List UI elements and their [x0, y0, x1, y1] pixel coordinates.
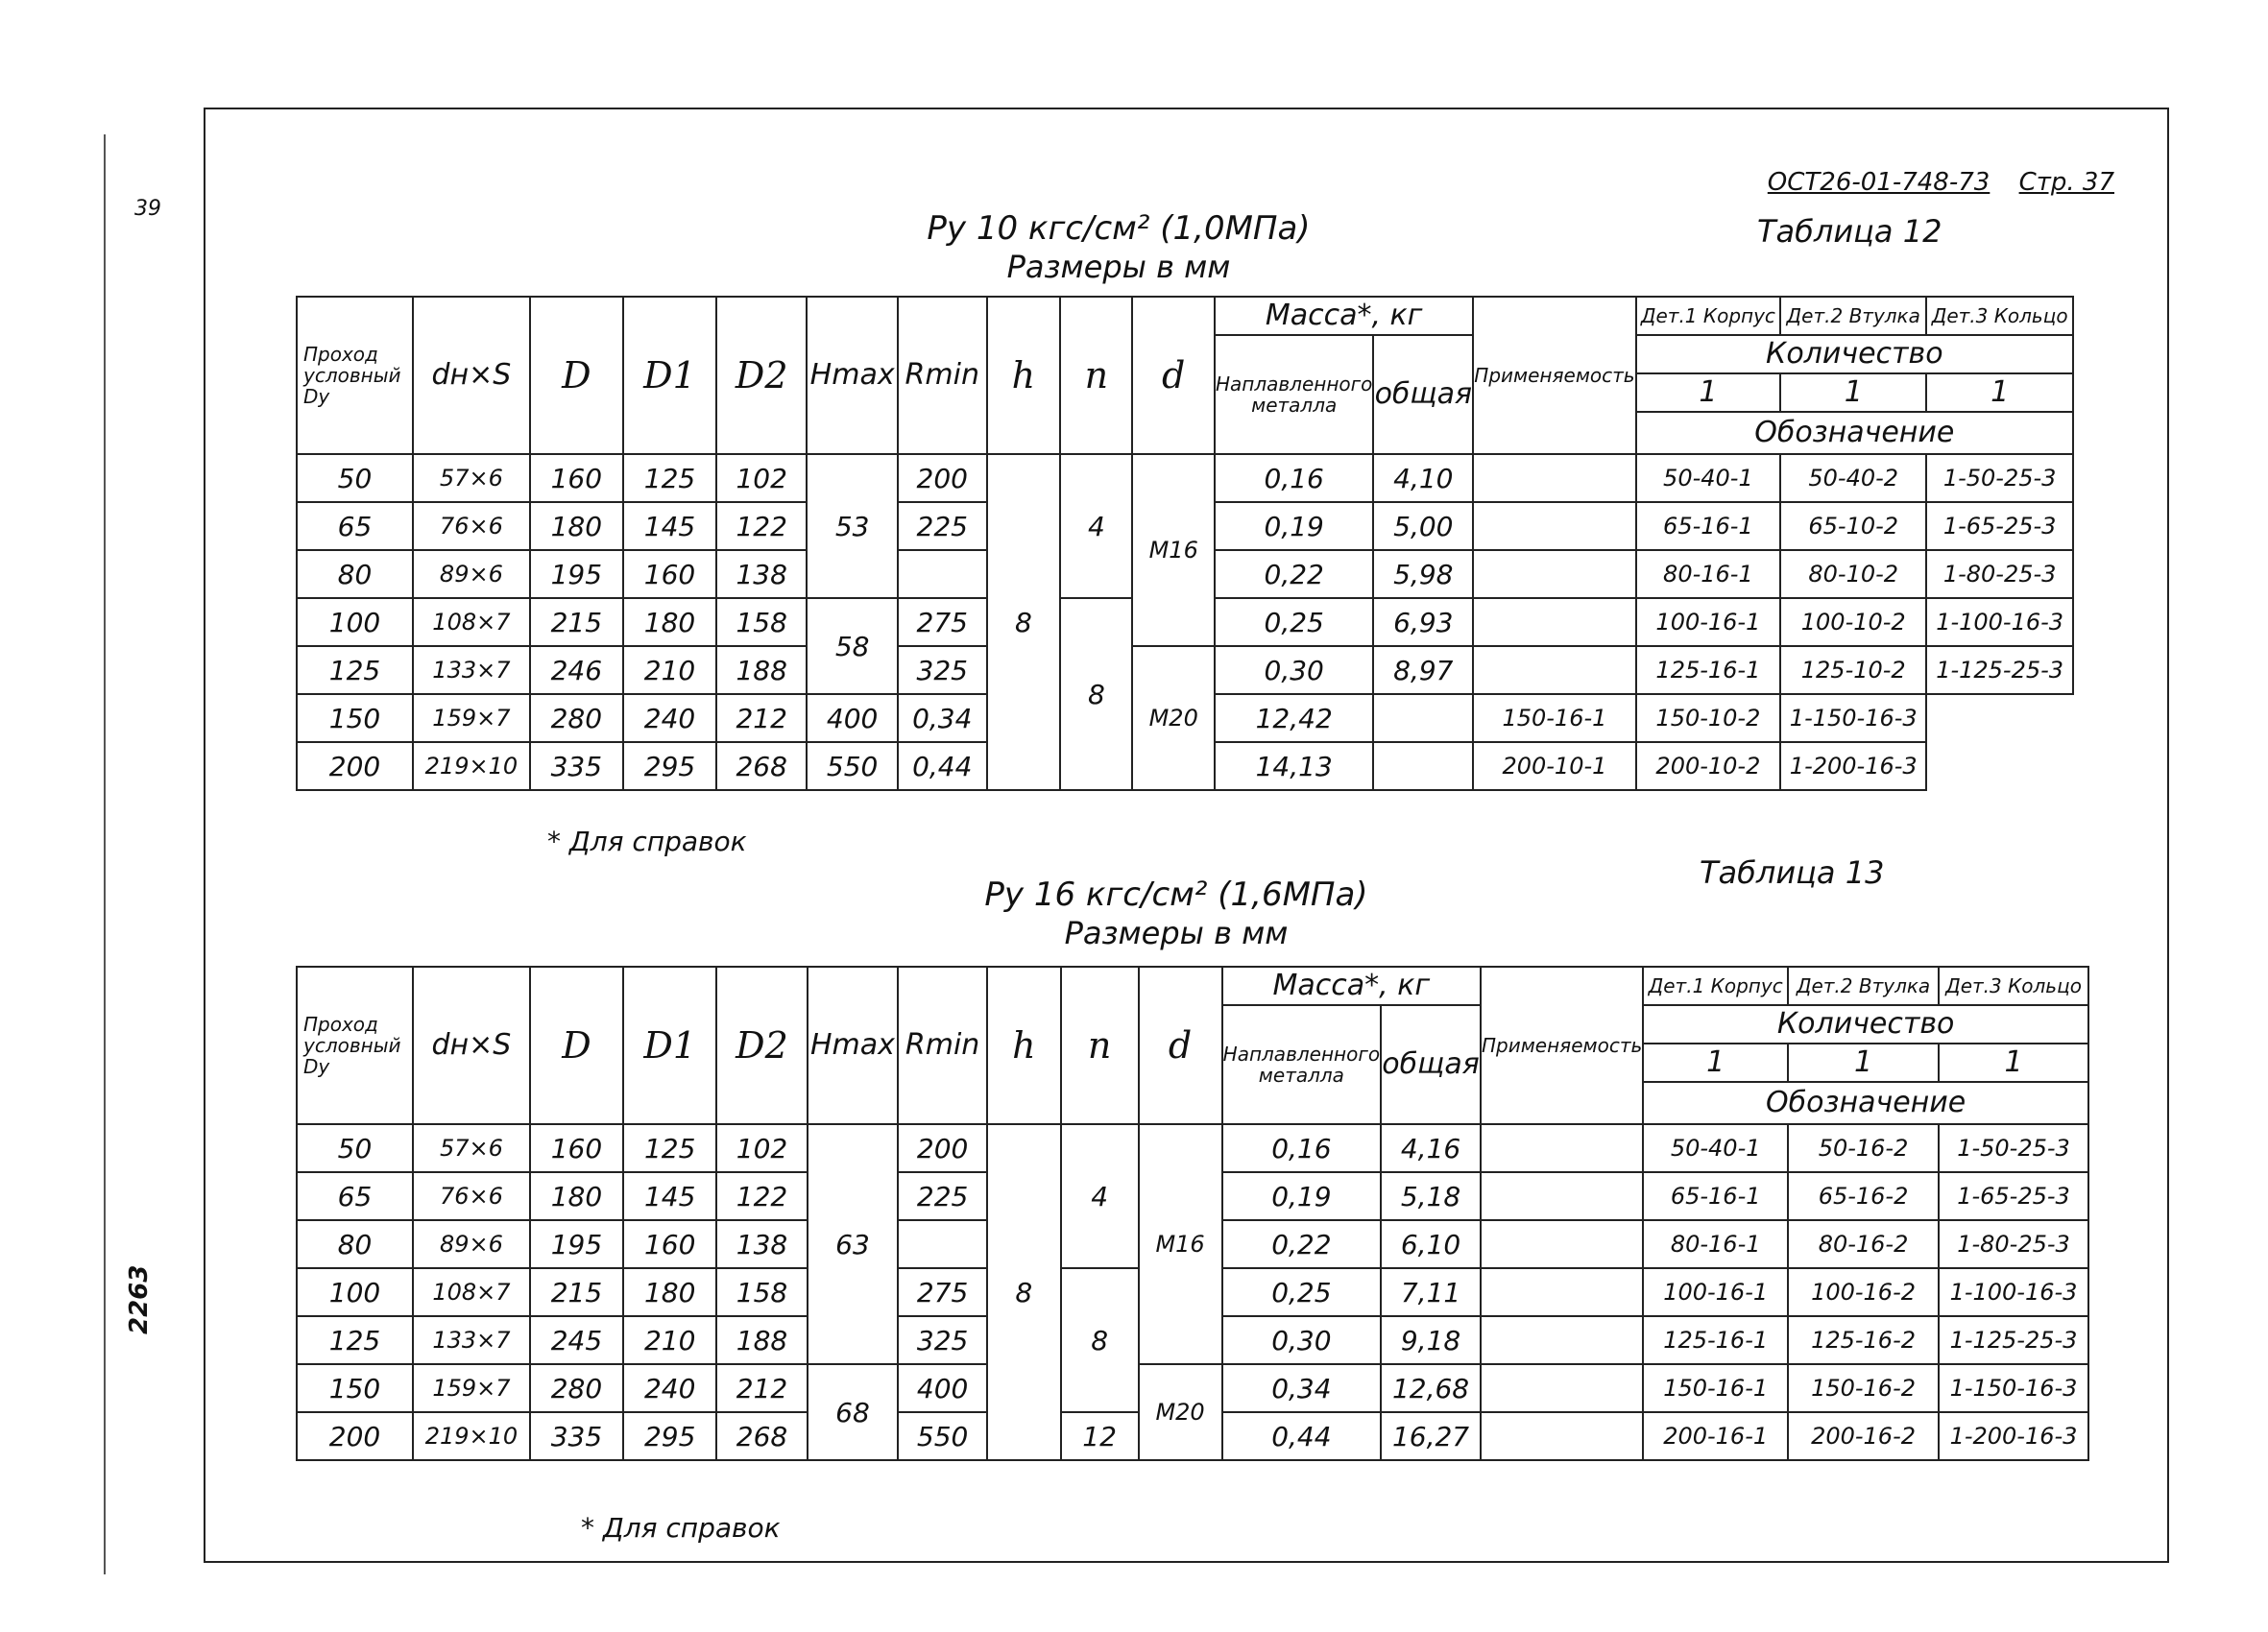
col-h-header: h: [987, 967, 1061, 1124]
cell-D2: 138: [716, 1220, 807, 1268]
table-row: [297, 454, 2073, 502]
cell-oboz-det2: 150-16-2: [1788, 1364, 1939, 1412]
cell-hmax: 63: [808, 1124, 899, 1364]
table-12-pressure: Ру 10 кгс/см² (1,0МПа): [927, 209, 1311, 248]
cell-mass-weld: 0,44: [898, 742, 987, 790]
cell-h: 8: [987, 1124, 1061, 1460]
col-n-header: n: [1061, 967, 1139, 1124]
cell-mass-total: 5,00: [1373, 502, 1473, 550]
col-mass-header: Масса*, кг: [1222, 967, 1481, 1005]
col-rmin-header: Rmin: [898, 297, 987, 454]
cell-D1: 160: [623, 550, 716, 598]
cell-prim: [1473, 454, 1635, 502]
cell-oboz-det2: 100-16-2: [1788, 1268, 1939, 1316]
cell-mass-weld: 0,34: [898, 694, 987, 742]
table-row: [297, 646, 2073, 694]
cell-oboz-det3: 1-150-16-3: [1780, 694, 1926, 742]
cell-prim: [1481, 1268, 1643, 1316]
cell-rmin: [898, 1220, 987, 1268]
cell-mass-total: 4,10: [1373, 454, 1473, 502]
cell-D2: 122: [716, 1172, 807, 1220]
cell-oboz-det3: 1-80-25-3: [1939, 1220, 2088, 1268]
cell-D2: 138: [716, 550, 807, 598]
cell-oboz-det1: 150-16-1: [1473, 694, 1635, 742]
cell-D2: 188: [716, 646, 807, 694]
col-D-header: D: [530, 967, 623, 1124]
col-mass-weld-header: Наплавленного металла: [1215, 335, 1373, 454]
cell-dns: 159×7: [413, 1364, 530, 1412]
cell-mass-total: 5,98: [1373, 550, 1473, 598]
cell-rmin: 400: [898, 1364, 987, 1412]
cell-mass-total: 4,16: [1381, 1124, 1481, 1172]
cell-n: 8: [1061, 1268, 1139, 1412]
cell-oboz-det1: 100-16-1: [1643, 1268, 1788, 1316]
cell-mass-total: 5,18: [1381, 1172, 1481, 1220]
cell-oboz-det3: 1-125-25-3: [1939, 1316, 2088, 1364]
col-mass-header: Масса*, кг: [1215, 297, 1473, 335]
table-12-units: Размеры в мм: [1006, 249, 1231, 285]
cell-D: 245: [530, 1316, 623, 1364]
cell-oboz-det1: 80-16-1: [1643, 1220, 1788, 1268]
qty-det2: 1: [1780, 373, 1926, 412]
cell-dy: 100: [297, 598, 413, 646]
cell-dy: 50: [297, 454, 413, 502]
cell-D2: 158: [716, 598, 807, 646]
cell-dy: 125: [297, 1316, 413, 1364]
col-hmax-header: Hmax: [807, 297, 898, 454]
cell-D: 246: [530, 646, 623, 694]
cell-rmin: 400: [807, 694, 898, 742]
cell-mass-total: 12,42: [1215, 694, 1373, 742]
table-13: [296, 966, 2089, 1461]
cell-dns: 133×7: [413, 1316, 530, 1364]
cell-rmin: 275: [898, 598, 987, 646]
table-row: [297, 1124, 2088, 1172]
cell-D: 215: [530, 598, 623, 646]
cell-prim: [1481, 1172, 1643, 1220]
cell-prim: [1373, 742, 1473, 790]
col-dy-header: Проход условный Dy: [297, 297, 413, 454]
cell-dns: 76×6: [413, 1172, 530, 1220]
col-prim-header: Применяемость: [1481, 967, 1643, 1124]
cell-h: 8: [987, 454, 1061, 790]
cell-D: 160: [530, 454, 623, 502]
cell-prim: [1481, 1316, 1643, 1364]
cell-oboz-det2: 50-16-2: [1788, 1124, 1939, 1172]
table-12-label: Таблица 12: [1757, 213, 1942, 250]
cell-oboz-det2: 65-10-2: [1780, 502, 1926, 550]
cell-dns: 133×7: [413, 646, 530, 694]
cell-rmin: [898, 550, 987, 598]
cell-dy: 200: [297, 1412, 413, 1460]
cell-oboz-det3: 1-200-16-3: [1780, 742, 1926, 790]
cell-n: 4: [1060, 454, 1132, 598]
cell-dy: 65: [297, 502, 413, 550]
cell-dy: 80: [297, 550, 413, 598]
cell-oboz-det3: 1-100-16-3: [1939, 1268, 2088, 1316]
cell-D2: 212: [716, 694, 807, 742]
cell-D1: 210: [623, 1316, 716, 1364]
cell-hmax: 68: [808, 1364, 899, 1460]
cell-oboz-det3: 1-150-16-3: [1939, 1364, 2088, 1412]
cell-D: 180: [530, 1172, 623, 1220]
cell-rmin: 325: [898, 646, 987, 694]
cell-rmin: 325: [898, 1316, 987, 1364]
cell-prim: [1473, 502, 1635, 550]
cell-oboz-det3: 1-50-25-3: [1926, 454, 2073, 502]
cell-mass-total: 12,68: [1381, 1364, 1481, 1412]
cell-hmax: 58: [807, 598, 898, 694]
cell-mass-weld: 0,19: [1215, 502, 1373, 550]
cell-mass-weld: 0,22: [1215, 550, 1373, 598]
cell-D1: 125: [623, 454, 716, 502]
cell-oboz-det3: 1-50-25-3: [1939, 1124, 2088, 1172]
cell-D: 180: [530, 502, 623, 550]
col-det3-header: Дет.3 Кольцо: [1926, 297, 2073, 335]
cell-D: 335: [530, 1412, 623, 1460]
cell-dy: 65: [297, 1172, 413, 1220]
cell-oboz-det2: 65-16-2: [1788, 1172, 1939, 1220]
cell-D1: 180: [623, 1268, 716, 1316]
cell-rmin: 550: [807, 742, 898, 790]
cell-D2: 268: [716, 1412, 807, 1460]
table-13-caption: [960, 876, 1392, 952]
cell-D1: 240: [623, 694, 716, 742]
cell-prim: [1481, 1124, 1643, 1172]
cell-rmin: 550: [898, 1412, 987, 1460]
document-header: [1768, 168, 2114, 197]
cell-D2: 102: [716, 454, 807, 502]
table-12-caption: [903, 209, 1335, 286]
col-D2-header: D2: [716, 967, 807, 1124]
cell-oboz-det2: 125-10-2: [1780, 646, 1926, 694]
cell-dns: 57×6: [413, 1124, 530, 1172]
cell-D1: 295: [623, 1412, 716, 1460]
col-d-header: d: [1139, 967, 1222, 1124]
cell-mass-weld: 0,30: [1222, 1316, 1381, 1364]
cell-d: М20: [1139, 1364, 1222, 1460]
margin-side-mark: 2263: [125, 1264, 154, 1334]
cell-oboz-det1: 125-16-1: [1636, 646, 1781, 694]
cell-dy: 50: [297, 1124, 413, 1172]
cell-prim: [1373, 694, 1473, 742]
cell-oboz-det1: 200-10-1: [1473, 742, 1635, 790]
oboz-header: Обозначение: [1636, 412, 2073, 454]
cell-oboz-det2: 125-16-2: [1788, 1316, 1939, 1364]
cell-mass-total: 7,11: [1381, 1268, 1481, 1316]
table-13-footnote: * Для справок: [581, 1512, 781, 1544]
cell-rmin: 225: [898, 502, 987, 550]
cell-dns: 108×7: [413, 1268, 530, 1316]
cell-prim: [1473, 646, 1635, 694]
cell-oboz-det2: 200-16-2: [1788, 1412, 1939, 1460]
cell-mass-weld: 0,16: [1215, 454, 1373, 502]
col-det1-header: Дет.1 Корпус: [1636, 297, 1781, 335]
cell-dy: 150: [297, 694, 413, 742]
col-n-header: n: [1060, 297, 1132, 454]
col-dns-header: dн×S: [413, 967, 530, 1124]
binding-line: [104, 134, 106, 1574]
cell-n: 12: [1061, 1412, 1139, 1460]
cell-oboz-det3: 1-100-16-3: [1926, 598, 2073, 646]
cell-dy: 100: [297, 1268, 413, 1316]
qty-det1: 1: [1636, 373, 1781, 412]
cell-mass-total: 8,97: [1373, 646, 1473, 694]
cell-D2: 158: [716, 1268, 807, 1316]
margin-page-number: 39: [134, 197, 161, 221]
cell-dns: 219×10: [413, 1412, 530, 1460]
col-dy-header: Проход условный Dy: [297, 967, 413, 1124]
cell-dns: 89×6: [413, 1220, 530, 1268]
col-mass-total-header: общая: [1381, 1005, 1481, 1124]
cell-prim: [1473, 550, 1635, 598]
cell-mass-weld: 0,30: [1215, 646, 1373, 694]
doc-code: ОСТ26-01-748-73: [1767, 168, 1991, 197]
cell-D: 195: [530, 1220, 623, 1268]
cell-oboz-det1: 65-16-1: [1636, 502, 1781, 550]
cell-D1: 180: [623, 598, 716, 646]
cell-dns: 219×10: [413, 742, 530, 790]
col-hmax-header: Hmax: [808, 967, 899, 1124]
cell-hmax: 53: [807, 454, 898, 598]
cell-D2: 122: [716, 502, 807, 550]
col-D2-header: D2: [716, 297, 807, 454]
cell-oboz-det3: 1-200-16-3: [1939, 1412, 2088, 1460]
col-d-header: d: [1132, 297, 1215, 454]
col-det1-header: Дет.1 Корпус: [1643, 967, 1788, 1005]
col-dns-header: dн×S: [413, 297, 530, 454]
table-13-label: Таблица 13: [1700, 854, 1885, 891]
table-12-body: [297, 454, 2073, 790]
cell-D: 335: [530, 742, 623, 790]
cell-mass-total: 14,13: [1215, 742, 1373, 790]
cell-oboz-det1: 65-16-1: [1643, 1172, 1788, 1220]
cell-prim: [1481, 1220, 1643, 1268]
cell-mass-weld: 0,34: [1222, 1364, 1381, 1412]
cell-prim: [1481, 1412, 1643, 1460]
cell-oboz-det2: 200-10-2: [1636, 742, 1781, 790]
cell-n: 8: [1060, 598, 1132, 790]
col-D1-header: D1: [623, 297, 716, 454]
cell-dns: 108×7: [413, 598, 530, 646]
cell-oboz-det2: 80-10-2: [1780, 550, 1926, 598]
cell-D1: 145: [623, 1172, 716, 1220]
cell-oboz-det1: 80-16-1: [1636, 550, 1781, 598]
cell-D2: 188: [716, 1316, 807, 1364]
cell-dns: 89×6: [413, 550, 530, 598]
cell-D2: 212: [716, 1364, 807, 1412]
qty-det3: 1: [1926, 373, 2073, 412]
page-label: Стр. 37: [2018, 168, 2114, 197]
qty-header: Количество: [1643, 1005, 2088, 1044]
col-rmin-header: Rmin: [898, 967, 987, 1124]
cell-D1: 125: [623, 1124, 716, 1172]
col-h-header: h: [987, 297, 1061, 454]
col-det2-header: Дет.2 Втулка: [1788, 967, 1939, 1005]
cell-mass-weld: 0,16: [1222, 1124, 1381, 1172]
cell-D: 280: [530, 1364, 623, 1412]
table-13-body: [297, 1124, 2088, 1460]
cell-oboz-det1: 200-16-1: [1643, 1412, 1788, 1460]
cell-rmin: 200: [898, 454, 987, 502]
cell-D: 160: [530, 1124, 623, 1172]
cell-mass-weld: 0,25: [1222, 1268, 1381, 1316]
cell-D1: 240: [623, 1364, 716, 1412]
cell-oboz-det1: 100-16-1: [1636, 598, 1781, 646]
cell-d: М16: [1132, 454, 1215, 646]
cell-rmin: 200: [898, 1124, 987, 1172]
cell-dns: 159×7: [413, 694, 530, 742]
table-13-units: Размеры в мм: [1064, 915, 1289, 951]
cell-dns: 57×6: [413, 454, 530, 502]
cell-oboz-det2: 50-40-2: [1780, 454, 1926, 502]
table-13-pressure: Ру 16 кгс/см² (1,6МПа): [984, 876, 1368, 914]
qty-det3: 1: [1939, 1044, 2088, 1082]
table-12: [296, 296, 2074, 791]
cell-d: М16: [1139, 1124, 1222, 1364]
cell-rmin: 225: [898, 1172, 987, 1220]
cell-oboz-det1: 50-40-1: [1643, 1124, 1788, 1172]
oboz-header: Обозначение: [1643, 1082, 2088, 1124]
table-12-footnote: * Для справок: [547, 826, 747, 857]
cell-mass-weld: 0,19: [1222, 1172, 1381, 1220]
cell-mass-total: 6,10: [1381, 1220, 1481, 1268]
cell-prim: [1481, 1364, 1643, 1412]
col-mass-weld-header: Наплавленного металла: [1222, 1005, 1381, 1124]
cell-oboz-det3: 1-65-25-3: [1926, 502, 2073, 550]
cell-D: 280: [530, 694, 623, 742]
cell-D2: 102: [716, 1124, 807, 1172]
cell-dy: 150: [297, 1364, 413, 1412]
cell-oboz-det1: 150-16-1: [1643, 1364, 1788, 1412]
qty-det2: 1: [1788, 1044, 1939, 1082]
col-det3-header: Дет.3 Кольцо: [1939, 967, 2088, 1005]
cell-d: М20: [1132, 646, 1215, 790]
cell-mass-weld: 0,44: [1222, 1412, 1381, 1460]
col-det2-header: Дет.2 Втулка: [1780, 297, 1926, 335]
cell-n: 4: [1061, 1124, 1139, 1268]
cell-mass-total: 9,18: [1381, 1316, 1481, 1364]
cell-D2: 268: [716, 742, 807, 790]
cell-rmin: 275: [898, 1268, 987, 1316]
cell-mass-weld: 0,25: [1215, 598, 1373, 646]
cell-oboz-det3: 1-125-25-3: [1926, 646, 2073, 694]
cell-D1: 160: [623, 1220, 716, 1268]
qty-header: Количество: [1636, 335, 2073, 373]
cell-oboz-det2: 100-10-2: [1780, 598, 1926, 646]
cell-mass-total: 16,27: [1381, 1412, 1481, 1460]
cell-oboz-det2: 150-10-2: [1636, 694, 1781, 742]
cell-D1: 210: [623, 646, 716, 694]
cell-D1: 295: [623, 742, 716, 790]
cell-mass-total: 6,93: [1373, 598, 1473, 646]
cell-oboz-det3: 1-65-25-3: [1939, 1172, 2088, 1220]
cell-D: 195: [530, 550, 623, 598]
col-mass-total-header: общая: [1373, 335, 1473, 454]
col-D1-header: D1: [623, 967, 716, 1124]
cell-oboz-det3: 1-80-25-3: [1926, 550, 2073, 598]
cell-dns: 76×6: [413, 502, 530, 550]
qty-det1: 1: [1643, 1044, 1788, 1082]
cell-oboz-det2: 80-16-2: [1788, 1220, 1939, 1268]
cell-dy: 80: [297, 1220, 413, 1268]
cell-dy: 125: [297, 646, 413, 694]
cell-D1: 145: [623, 502, 716, 550]
cell-oboz-det1: 125-16-1: [1643, 1316, 1788, 1364]
col-D-header: D: [530, 297, 623, 454]
cell-mass-weld: 0,22: [1222, 1220, 1381, 1268]
col-prim-header: Применяемость: [1473, 297, 1635, 454]
cell-prim: [1473, 598, 1635, 646]
table-row: [297, 1364, 2088, 1412]
cell-dy: 200: [297, 742, 413, 790]
cell-oboz-det1: 50-40-1: [1636, 454, 1781, 502]
cell-D: 215: [530, 1268, 623, 1316]
